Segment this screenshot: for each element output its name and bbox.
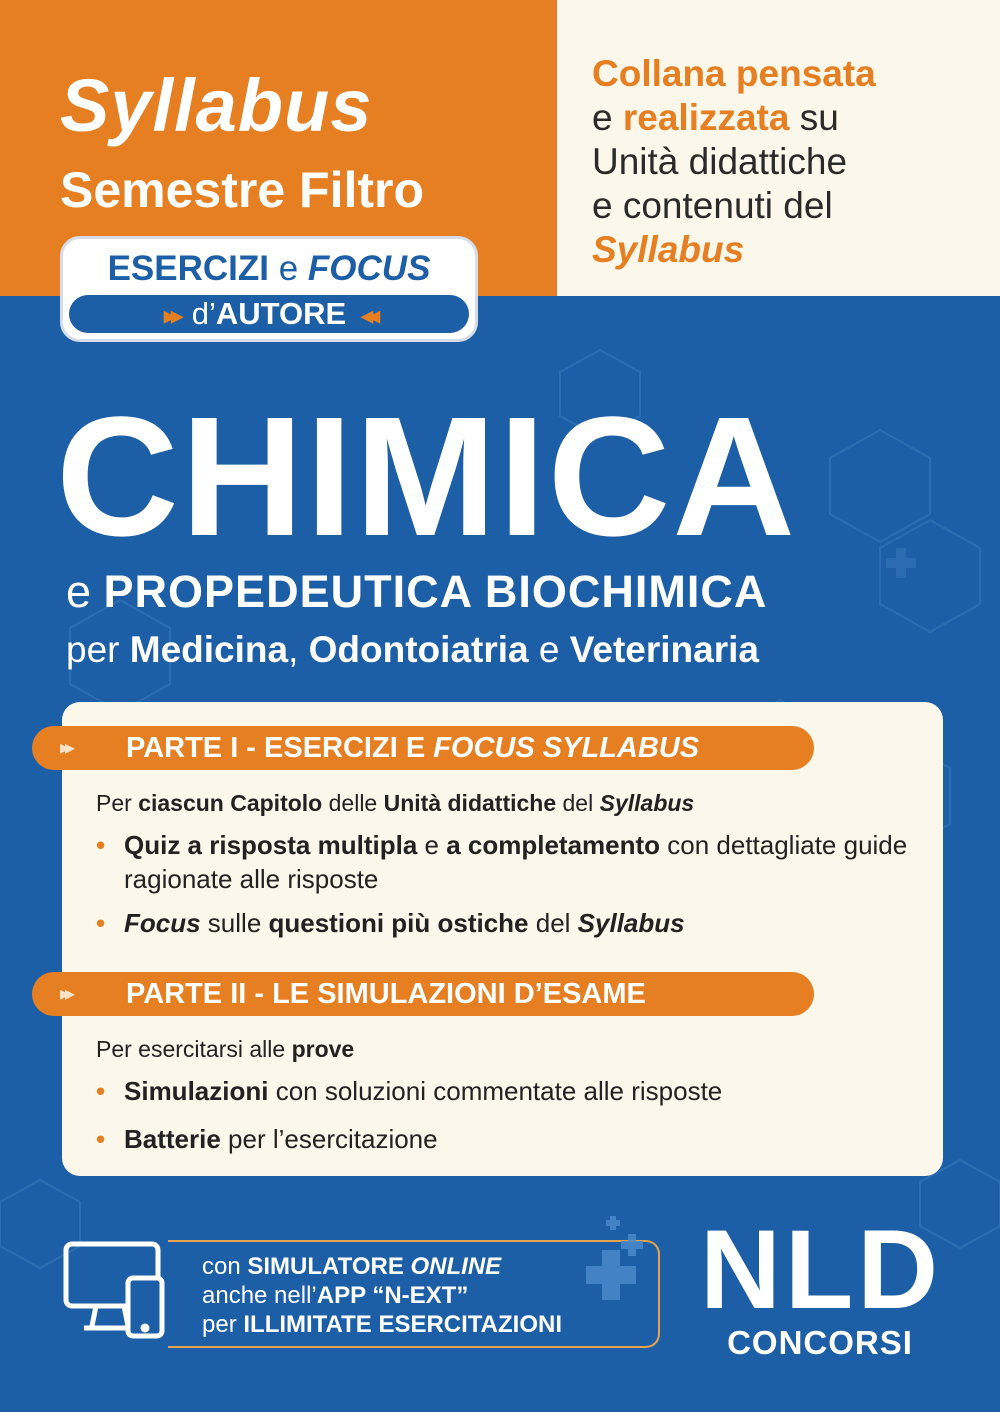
part-1-bullet-2: • Focus sulle questioni più ostiche del Syllabus [96,908,685,938]
bullet-dot-icon: • [96,1076,106,1106]
badge-line-1: ESERCIZI e FOCUS [107,249,431,288]
part-2-bullet-2: • Batterie per l’esercitazione [96,1124,438,1154]
subtitle-2: per Medicina, Odontoiatria e Veterinaria [66,629,759,670]
series-title: Syllabus [60,64,373,147]
monitor-phone-icon [62,1234,172,1344]
chevron-right-icon: ▸▸ [163,300,178,330]
part-2-label: ▸▸ PARTE II - LE SIMULAZIONI D’ESAME [32,972,814,1016]
badge-line-2: ▸▸ d’AUTORE ◂◂ [69,295,469,333]
plus-icon [580,1212,650,1302]
simulator-note: con SIMULATORE ONLINE anche nell’APP “N-EXT” per ILLIMITATE ESERCITAZIONI [202,1253,563,1338]
contents-panel [62,702,943,1176]
part-1-intro: Per ciascun Capitolo delle Unità didattiche del Syllabus [96,790,695,816]
double-chevron-icon: ▸▸ [60,983,71,1005]
publisher-logo [700,1207,943,1364]
bullet-dot-icon: • [96,830,106,860]
bullet-dot-icon: • [96,908,106,938]
part-2-intro: Per esercitarsi alle prove [96,1036,355,1062]
chevron-left-icon: ◂◂ [360,300,375,330]
bullet-dot-icon: • [96,1124,106,1154]
author-badge [60,236,478,342]
part-1-label: ▸▸ PARTE I - ESERCIZI E FOCUS SYLLABUS [32,726,814,770]
double-chevron-icon: ▸▸ [60,737,71,759]
series-subtitle: Semestre Filtro [60,162,425,218]
main-title: CHIMICA [56,382,798,572]
logo-subtitle: CONCORSI [727,1324,913,1361]
logo-mark: NLD [700,1207,943,1332]
part-1-bullet-1: • Quiz a risposta multipla e a completamento con dettagliate guide ragionate alle risposte [96,830,908,894]
tagline: Collana pensata e realizzata su Unità didattiche e contenuti del Syllabus [592,53,876,270]
part-2-bullet-1: • Simulazioni con soluzioni commentate alle risposte [96,1076,723,1106]
subtitle-1: e PROPEDEUTICA BIOCHIMICA [66,566,768,617]
